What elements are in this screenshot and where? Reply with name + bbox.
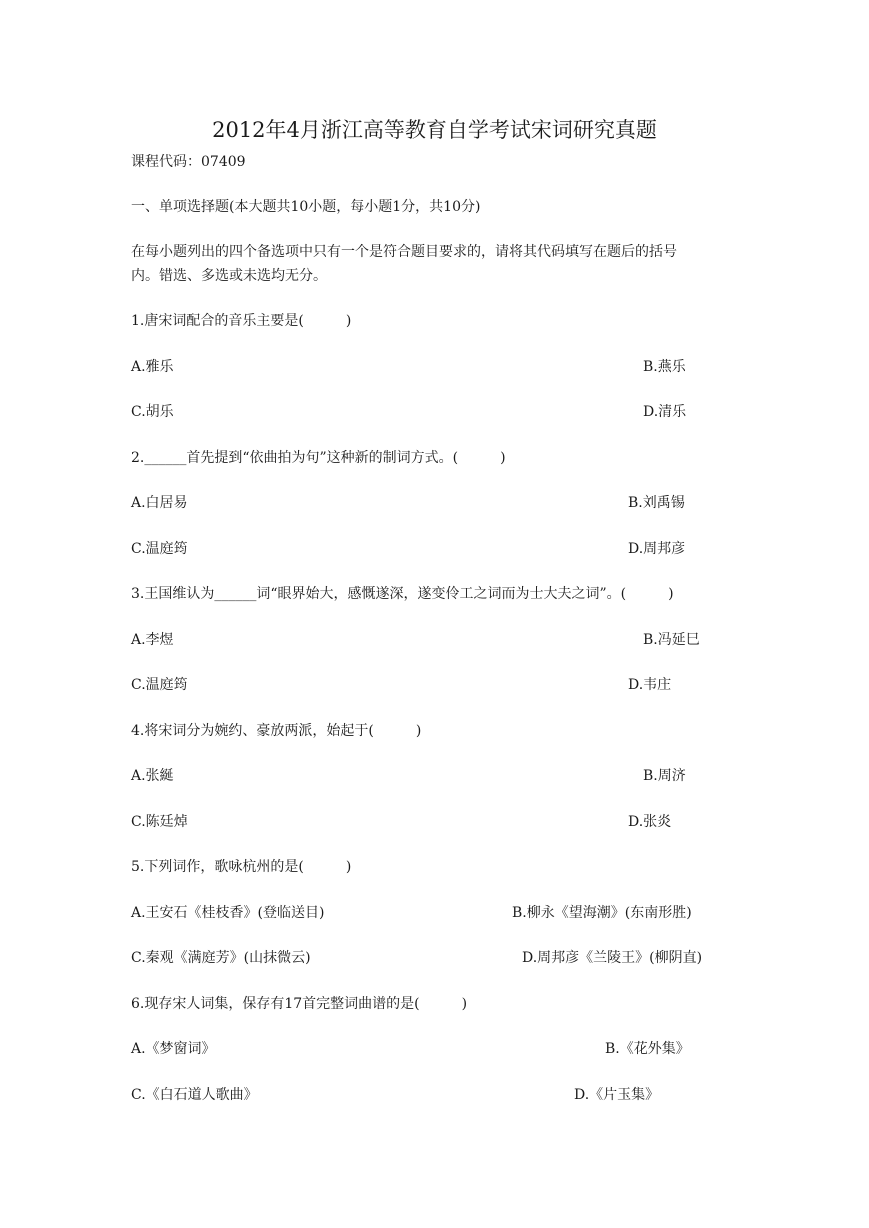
option-b: B.《花外集》 (605, 1041, 690, 1057)
option-d: D.韦庄 (628, 677, 672, 693)
option-b: B.燕乐 (643, 359, 686, 375)
page-title: 2012年4月浙江高等教育自学考试宋词研究真题 (212, 118, 657, 142)
option-c: C.秦观《满庭芳》(山抹微云) (131, 950, 311, 966)
option-a: A.李煜 (131, 632, 174, 648)
option-c: C.《白石道人歌曲》 (131, 1087, 258, 1103)
option-a: A.王安石《桂枝香》(登临送目) (131, 905, 325, 921)
option-a: A.《梦窗词》 (131, 1041, 216, 1057)
option-d: D.周邦彦 (628, 541, 686, 557)
question-stem: 2.______首先提到“依曲拍为句”这种新的制词方式。( ) (131, 450, 506, 466)
option-d: D.张炎 (628, 814, 672, 830)
option-c: C.温庭筠 (131, 677, 188, 693)
option-c: C.温庭筠 (131, 541, 188, 557)
course-code: 课程代码：07409 (131, 154, 246, 170)
option-d: D.周邦彦《兰陵王》(柳阴直) (522, 950, 703, 966)
option-b: B.冯延巳 (643, 632, 700, 648)
question-stem: 1.唐宋词配合的音乐主要是( ) (131, 313, 352, 329)
option-b: B.周济 (643, 768, 686, 784)
question-stem: 3.王国维认为______词“眼界始大，感慨遂深，遂变伶工之词而为士大夫之词”。( ) (131, 586, 674, 602)
option-c: C.胡乐 (131, 404, 174, 420)
question-stem: 5.下列词作，歌咏杭州的是( ) (131, 859, 352, 875)
option-a: A.白居易 (131, 495, 188, 511)
question-stem: 4.将宋词分为婉约、豪放两派，始起于( ) (131, 723, 422, 739)
option-d: D.《片玉集》 (574, 1087, 660, 1103)
instructions-line-1: 在每小题列出的四个备选项中只有一个是符合题目要求的，请将其代码填写在题后的括号 (131, 244, 677, 260)
section-heading: 一、单项选择题(本大题共10小题，每小题1分，共10分) (131, 199, 481, 215)
option-b: B.柳永《望海潮》(东南形胜) (512, 905, 692, 921)
option-b: B.刘禹锡 (628, 495, 685, 511)
option-d: D.清乐 (643, 404, 687, 420)
option-a: A.张綖 (131, 768, 174, 784)
option-a: A.雅乐 (131, 359, 174, 375)
option-c: C.陈廷焯 (131, 814, 188, 830)
question-stem: 6.现存宋人词集，保存有17首完整词曲谱的是( ) (131, 996, 468, 1012)
instructions-line-2: 内。错选、多选或未选均无分。 (131, 268, 327, 284)
